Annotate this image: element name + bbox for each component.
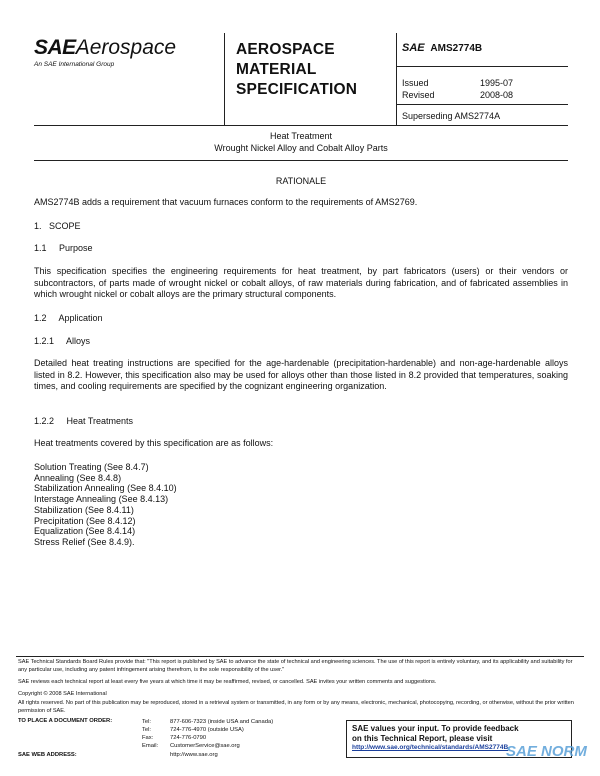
feedback-link[interactable]: http://www.sae.org/technical/standards/AMS2774B	[352, 744, 509, 751]
subject-line-2: Wrought Nickel Alloy and Cobalt Alloy Parts	[214, 143, 388, 153]
header-logo	[34, 36, 176, 60]
list-item: Precipitation (See 8.4.12)	[34, 515, 136, 526]
rationale-heading: RATIONALE	[275, 176, 327, 186]
web-link[interactable]: http://www.sae.org	[170, 752, 218, 758]
email-label: Email:	[142, 743, 159, 749]
list-item: Stress Relief (See 8.4.9).	[34, 536, 135, 547]
issued-value: 1995-07	[480, 78, 514, 88]
doc-number-block	[402, 42, 482, 54]
list-item: Stabilization Annealing (See 8.4.10)	[34, 483, 177, 494]
purpose-text: This specification specifies the engineering requirements for heat treatment, by part fabricators (users) or their vendors or subcontractors, of parts made of wrought nickel or cobalt alloys, of raw materials during fabrication, and of fabricated assemblies in which wrought nickel or cobalt alloys are the primary structural components.	[34, 266, 568, 299]
web-label: SAE WEB ADDRESS:	[18, 752, 77, 758]
contact-labels	[142, 718, 158, 750]
watermark-logo: SAE NORM	[506, 743, 587, 760]
section-alloys: 1.2.1 Alloys	[34, 336, 91, 346]
heat-treatments-text: Heat treatments covered by this specification are as follows:	[34, 438, 274, 448]
list-item: Interstage Annealing (See 8.4.13)	[34, 494, 169, 505]
revised-label: Revised	[402, 90, 435, 100]
feedback-line-1: SAE values your input. To provide feedback	[352, 724, 519, 733]
tel-value[interactable]: 877-606-7323 (inside USA and Canada)	[170, 719, 274, 725]
logo-product: Aerospace	[75, 36, 177, 59]
list-item: Stabilization (See 8.4.11)	[34, 504, 134, 515]
tel2-label: Tel:	[142, 727, 152, 733]
spec-type-title	[236, 40, 357, 100]
treatment-list	[34, 462, 177, 548]
order-label: TO PLACE A DOCUMENT ORDER:	[18, 718, 113, 724]
superseding: Superseding AMS2774A	[402, 111, 501, 121]
subject-line-1: Heat Treatment	[269, 131, 333, 141]
tel2-value[interactable]: 724-776-4970 (outside USA)	[170, 727, 244, 733]
section-heat-treatments: 1.2.2 Heat Treatments	[34, 416, 134, 426]
logo-tagline: An SAE International Group	[34, 61, 115, 68]
feedback-line-2: on this Technical Report, please visit	[352, 733, 493, 743]
title-line-3: SPECIFICATION	[236, 81, 358, 98]
footer-rights: All rights reserved. No part of this publication may be reproduced, stored in a retrieval system or transmitted, in any form or by any means, electronic, mechanical, photocopying, recording, or otherwise, without the prior written permission of SAE.	[18, 700, 574, 714]
footer-board-rules: SAE Technical Standards Board Rules provide that: "This report is published by SAE to advance the state of technical and engineering sciences. The use of this report is entirely voluntary, and its applicability and suitability for any particular use, including any patent infringement arising therefrom, is the sole responsibility of the user."	[18, 659, 573, 673]
contact-values	[170, 718, 273, 750]
alloys-text: Detailed heat treating instructions are specified for the age-hardenable (precipitation-hardenable) and non-age-hardenable alloys listed in 8.2. However, this specification also may be used for alloys other than those listed in 8.2 provided that temperatures, soaking times, and cooling requirements are specified by the cognizant engineering organization.	[34, 358, 568, 391]
footer-copyright: Copyright © 2008 SAE International	[18, 691, 107, 697]
tel-label: Tel:	[142, 719, 152, 725]
email-link[interactable]: CustomerService@sae.org	[170, 743, 240, 749]
list-item: Solution Treating (See 8.4.7)	[34, 462, 149, 472]
title-line-1: AEROSPACE	[236, 41, 335, 58]
section-purpose: 1.1 Purpose	[34, 243, 93, 253]
section-application: 1.2 Application	[34, 313, 103, 323]
revised-value: 2008-08	[480, 90, 514, 100]
rationale-text: AMS2774B adds a requirement that vacuum furnaces conform to the requirements of AMS2769.	[34, 197, 418, 207]
issued-label: Issued	[402, 78, 429, 88]
doc-brand: SAE	[402, 42, 425, 54]
fax-label: Fax:	[142, 735, 154, 741]
fax-value: 724-776-0790	[170, 735, 207, 741]
logo-brand: SAE	[34, 36, 76, 59]
list-item: Annealing (See 8.4.8)	[34, 472, 122, 483]
title-line-2: MATERIAL	[236, 61, 317, 78]
section-scope: 1. SCOPE	[34, 221, 81, 231]
doc-number: AMS2774B	[430, 43, 483, 54]
footer-review: SAE reviews each technical report at least every five years at which time it may be reaffirmed, revised, or cancelled. SAE invites your written comments and suggestions.	[18, 679, 437, 685]
list-item: Equalization (See 8.4.14)	[34, 526, 136, 537]
